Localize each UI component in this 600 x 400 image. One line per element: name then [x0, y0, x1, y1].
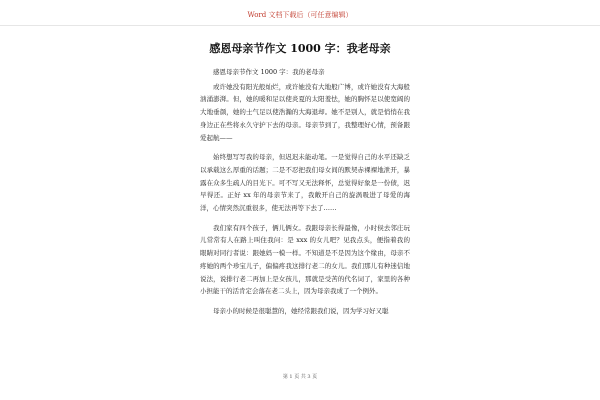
document-title: 感恩母亲节作文 1000 字：我老母亲	[209, 42, 391, 55]
download-note: Word 文档下载后（可任意编辑）	[247, 11, 353, 19]
paragraph: 母亲小的时候是很聪慧的，她经常跟我们说，因为学习好又聪	[213, 306, 389, 315]
paragraph: 或许她没有阳光般灿烂，或许她没有大地般广博，或许她没有大海般汹涌澎湃。但，她的暖和足以使炎夏的太阳羞怯，她的胸怀足以使宽阔的大地垂颜，她的士气足以使浩瀚的大海退却。她不是别人，就是悄悄在我身边正在些将永久守护下去的母亲。母亲节到了，我整理好心情，预备跟爱起航——	[200, 82, 410, 142]
paragraph: 我们家有四个孩子，俩儿俩女。我跟母亲长得最像，小时侯去邻庄玩儿常常有人在路上叫住我问：是 xxx 的女儿吧？见我点头，便指着我的眼睛对同行者说：跟她妈一模一样。不知道是不是因为这个缘由，母亲不疼她的两个珍宝儿子，偏偏疼我这排行老二的女儿。我们那儿有种迷信地说法，说排行老二再加上是女孩儿，那就是受苦的代名词了，家里的各种小担能干的活肯定会落在老二头上，因为母亲我成了一个例外。	[200, 223, 410, 296]
paragraph-subtitle: 感恩母亲节作文 1000 字：我的老母亲	[213, 68, 325, 76]
paragraph: 始终想写写我的母亲，但迟迟未能动笔。一是觉得自己的水平还缺乏以承载这么厚重的话题；二是不忍把我们母女间的默契赤裸裸地泄开，暴露在众多生疏人的目光下。可不写又无法释怀，总觉得好象是一份债，迟早得还。正好 xx 年的母亲节来了，我敞开自己的旋涡吸进了母爱的海洋，心情突然沉重很多，使无法再等下去了……	[200, 153, 410, 213]
document-body	[200, 66, 410, 325]
page-number: 第 1 页 共 3 页	[282, 374, 318, 380]
header-divider	[0, 25, 600, 26]
